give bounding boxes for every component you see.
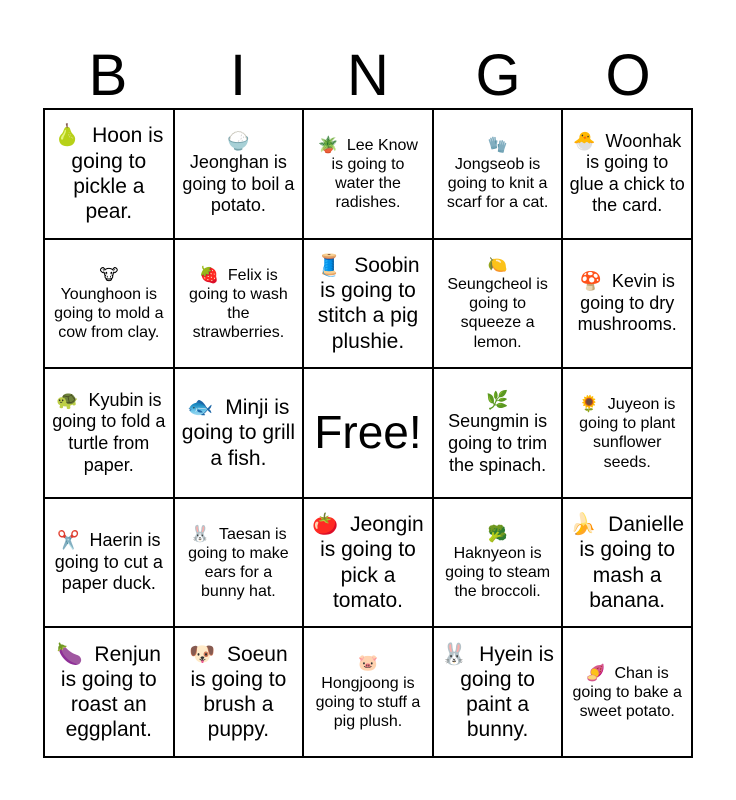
cell-emoji-icon: 🪴: [318, 134, 338, 154]
cell-content: [51, 642, 167, 743]
bingo-cell[interactable]: [44, 368, 174, 498]
cell-emoji-icon: 🍌: [570, 512, 597, 537]
header-letter-g: G: [475, 43, 521, 108]
bingo-cell[interactable]: [303, 498, 433, 628]
cell-text: Seungcheol is going to squeeze a lemon.: [447, 276, 548, 351]
free-space-cell[interactable]: [303, 368, 433, 498]
cell-text: Soobin is going to stitch a pig plushie.: [317, 254, 420, 353]
bingo-cell[interactable]: [433, 627, 563, 757]
bingo-cell[interactable]: [562, 627, 692, 757]
bingo-cell[interactable]: [174, 109, 304, 239]
cell-content: [569, 663, 685, 722]
cell-text: Taesan is going to make ears for a bunny hat.: [188, 525, 289, 601]
cell-text: Felix is going to wash the strawberries.: [189, 266, 288, 342]
cell-text: Jeongin is going to pick a tomato.: [320, 513, 424, 612]
cell-emoji-icon: 🐰: [190, 523, 211, 543]
cell-text: Younghoon is going to mold a cow from clay.: [54, 285, 164, 342]
cell-content: [181, 265, 297, 343]
cell-content: [569, 394, 685, 472]
cell-content: [310, 512, 426, 613]
cell-content: [181, 395, 297, 471]
bingo-cell[interactable]: [562, 498, 692, 628]
cell-text: Kevin is going to dry mushrooms.: [577, 271, 677, 335]
cell-emoji-icon: 🐷: [358, 653, 378, 673]
bingo-cell[interactable]: [562, 368, 692, 498]
cell-text: Minji is going to grill a fish.: [181, 396, 295, 470]
cell-emoji-icon: 🍅: [312, 512, 339, 537]
bingo-header: [43, 44, 693, 108]
cell-content: [181, 524, 297, 602]
cell-emoji-icon: 🍐: [54, 123, 81, 148]
cell-content: [440, 255, 556, 352]
cell-emoji-icon: 🍄: [579, 271, 602, 292]
cell-text: Renjun is going to roast an eggplant.: [60, 642, 161, 742]
cell-emoji-icon: 🍚: [227, 130, 250, 152]
cell-content: [440, 524, 556, 602]
bingo-cell[interactable]: [174, 239, 304, 369]
cell-text: Hoon is going to pickle a pear.: [71, 124, 164, 223]
bingo-cell[interactable]: [44, 498, 174, 628]
bingo-cell[interactable]: [562, 239, 692, 369]
cell-content: [51, 123, 167, 224]
cell-emoji-icon: 🍠: [585, 662, 606, 682]
cell-content: [51, 530, 167, 595]
cell-emoji-icon: ✂️: [57, 530, 80, 552]
bingo-cell[interactable]: [44, 109, 174, 239]
cell-emoji-icon: 🐶: [189, 641, 216, 666]
cell-emoji-icon: 🧤: [487, 134, 508, 154]
bingo-cell[interactable]: [433, 368, 563, 498]
cell-content: [569, 271, 685, 336]
cell-text: Jeonghan is going to boil a potato.: [182, 152, 295, 216]
bingo-cell[interactable]: [562, 109, 692, 239]
bingo-cell[interactable]: [44, 239, 174, 369]
cell-content: [181, 131, 297, 217]
cell-text: Chan is going to bake a sweet potato.: [572, 664, 682, 721]
cell-emoji-icon: 🐮: [99, 264, 119, 284]
cell-text: Juyeon is going to plant sunflower seeds.: [579, 396, 676, 471]
cell-emoji-icon: 🍆: [56, 641, 83, 666]
cell-text: Hongjoong is going to stuff a pig plush.: [315, 674, 421, 730]
bingo-cell[interactable]: [174, 368, 304, 498]
header-letter-o: O: [605, 43, 651, 108]
cell-text: Haknyeon is going to steam the broccoli.: [445, 544, 551, 601]
bingo-cell[interactable]: [303, 627, 433, 757]
bingo-cell[interactable]: [303, 239, 433, 369]
cell-text: Kyubin is going to fold a turtle from paper.: [52, 389, 166, 475]
cell-emoji-icon: 🧵: [316, 253, 343, 278]
bingo-cell[interactable]: [44, 627, 174, 757]
cell-content: [314, 405, 421, 460]
cell-content: [51, 390, 167, 476]
cell-content: [569, 131, 685, 217]
bingo-cell[interactable]: [174, 627, 304, 757]
bingo-cell[interactable]: [433, 109, 563, 239]
bingo-cell[interactable]: [433, 239, 563, 369]
cell-text: Haerin is going to cut a paper duck.: [54, 530, 163, 594]
cell-content: [440, 390, 556, 476]
cell-text: Woonhak is going to glue a chick to the card.: [569, 130, 685, 216]
cell-content: [440, 135, 556, 213]
header-letter-i: I: [229, 43, 247, 108]
cell-content: [569, 512, 685, 613]
free-label: Free!: [314, 406, 422, 459]
cell-emoji-icon: 🍋: [487, 254, 508, 274]
cell-emoji-icon: 🐟: [187, 395, 214, 420]
cell-content: [310, 135, 426, 213]
cell-emoji-icon: 🥦: [487, 523, 508, 543]
bingo-cell[interactable]: [433, 498, 563, 628]
bingo-grid: [43, 108, 693, 758]
header-letter-b: B: [88, 43, 128, 108]
cell-text: Lee Know is going to water the radishes.: [331, 136, 418, 212]
cell-text: Soeun is going to brush a puppy.: [190, 642, 288, 742]
cell-text: Hyein is going to paint a bunny.: [460, 642, 554, 742]
header-letter-n: N: [347, 43, 389, 108]
cell-text: Jongseob is going to knit a scarf for a cat.: [446, 156, 549, 212]
cell-emoji-icon: 🌿: [486, 389, 509, 411]
cell-emoji-icon: 🐢: [56, 389, 79, 411]
cell-content: [440, 642, 556, 743]
bingo-cell[interactable]: [174, 498, 304, 628]
bingo-cell[interactable]: [303, 109, 433, 239]
cell-emoji-icon: 🌻: [578, 394, 599, 414]
cell-emoji-icon: 🐰: [441, 641, 468, 666]
cell-text: Danielle is going to mash a banana.: [579, 513, 685, 612]
cell-emoji-icon: 🍓: [199, 264, 220, 284]
cell-content: [181, 642, 297, 743]
cell-text: Seungmin is going to trim the spinach.: [448, 411, 548, 475]
cell-content: [51, 265, 167, 343]
cell-content: [310, 253, 426, 354]
cell-content: [310, 653, 426, 731]
cell-emoji-icon: 🐣: [573, 130, 596, 152]
